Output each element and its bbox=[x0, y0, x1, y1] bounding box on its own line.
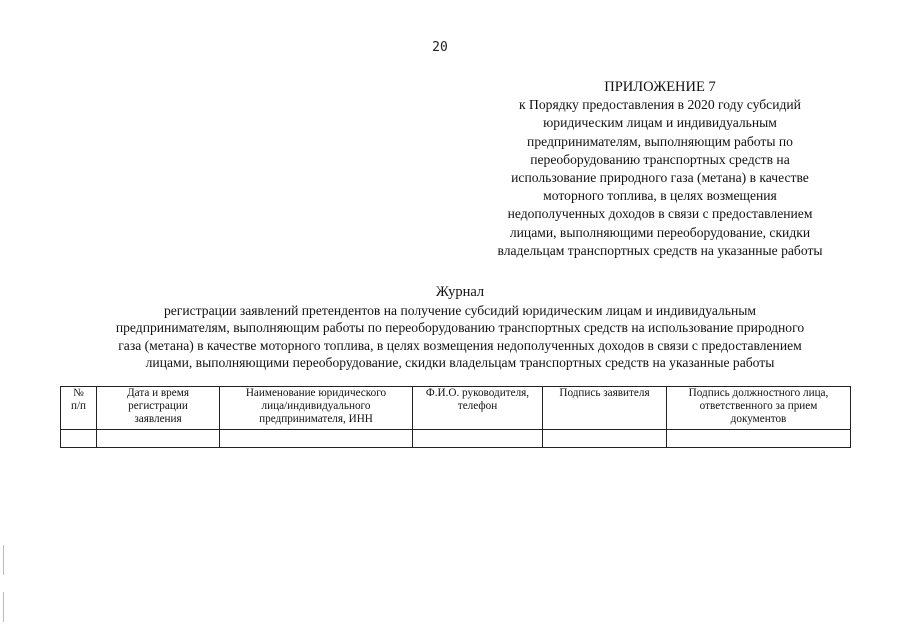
scan-margin-mark bbox=[3, 592, 4, 622]
column-header-head-name-phone bbox=[413, 387, 543, 430]
header-line: регистрации bbox=[128, 400, 188, 412]
appendix-line: переоборудованию транспортных средств на bbox=[530, 151, 790, 167]
appendix-line: моторного топлива, в целях возмещения bbox=[543, 188, 777, 204]
appendix-line: использование природного газа (метана) в качестве bbox=[511, 170, 809, 186]
journal-subtitle-line: лицами, выполняющими переоборудование, скидки владельцам транспортных средств на указанные работы bbox=[145, 355, 775, 371]
header-line: Подпись должностного лица, bbox=[688, 387, 829, 399]
table-header-row bbox=[61, 387, 851, 430]
header-line: Дата и время bbox=[127, 387, 189, 399]
header-line: документов bbox=[730, 413, 787, 425]
journal-subtitle-line: предпринимателям, выполняющим работы по переоборудованию транспортных средств на использование природного bbox=[115, 320, 805, 336]
scan-margin-mark bbox=[3, 545, 4, 575]
appendix-line: юридическим лицам и индивидуальным bbox=[543, 115, 777, 131]
table-row bbox=[61, 430, 851, 448]
header-line: предпринимателя, ИНН bbox=[259, 413, 373, 425]
table-cell bbox=[413, 430, 543, 448]
appendix-line: предпринимателям, выполняющим работы по bbox=[527, 133, 793, 149]
table-cell bbox=[220, 430, 413, 448]
header-line: Наименование юридического bbox=[245, 387, 387, 399]
header-line: Ф.И.О. руководителя, bbox=[425, 387, 530, 399]
column-header-official-signature bbox=[667, 387, 851, 430]
table-cell bbox=[61, 430, 97, 448]
header-line: заявления bbox=[134, 413, 182, 425]
appendix-line: к Порядку предоставления в 2020 году субсидий bbox=[519, 97, 801, 113]
column-header-entity-name bbox=[220, 387, 413, 430]
table-cell bbox=[97, 430, 220, 448]
header-line: п/п bbox=[70, 400, 87, 412]
header-line: № bbox=[73, 387, 84, 399]
journal-heading bbox=[40, 284, 880, 372]
header-line: лица/индивидуального bbox=[261, 400, 371, 412]
appendix-line: недополученных доходов в связи с предоставлением bbox=[507, 206, 813, 222]
journal-subtitle-line: регистрации заявлений претендентов на получение субсидий юридическим лицам и индивидуальным bbox=[163, 302, 757, 318]
header-line: Подпись заявителя bbox=[559, 387, 650, 399]
header-line: телефон bbox=[457, 400, 498, 412]
appendix-line: лицами, выполняющими переоборудование, скидки bbox=[509, 224, 811, 240]
registration-table bbox=[60, 386, 851, 448]
column-header-number bbox=[61, 387, 97, 430]
appendix-line: владельцам транспортных средств на указанные работы bbox=[497, 242, 823, 258]
table-cell bbox=[667, 430, 851, 448]
appendix-title: ПРИЛОЖЕНИЕ 7 bbox=[604, 79, 716, 95]
page-number: 20 bbox=[432, 40, 448, 55]
journal-subtitle-line: газа (метана) в качестве моторного топлива, в целях возмещения недополученных доходов в связи с предоставлением bbox=[118, 337, 802, 353]
table-cell bbox=[543, 430, 667, 448]
appendix-block bbox=[470, 78, 850, 260]
journal-title: Журнал bbox=[435, 284, 485, 300]
header-line: ответственного за прием bbox=[699, 400, 818, 412]
column-header-registration-date bbox=[97, 387, 220, 430]
column-header-applicant-signature bbox=[543, 387, 667, 430]
